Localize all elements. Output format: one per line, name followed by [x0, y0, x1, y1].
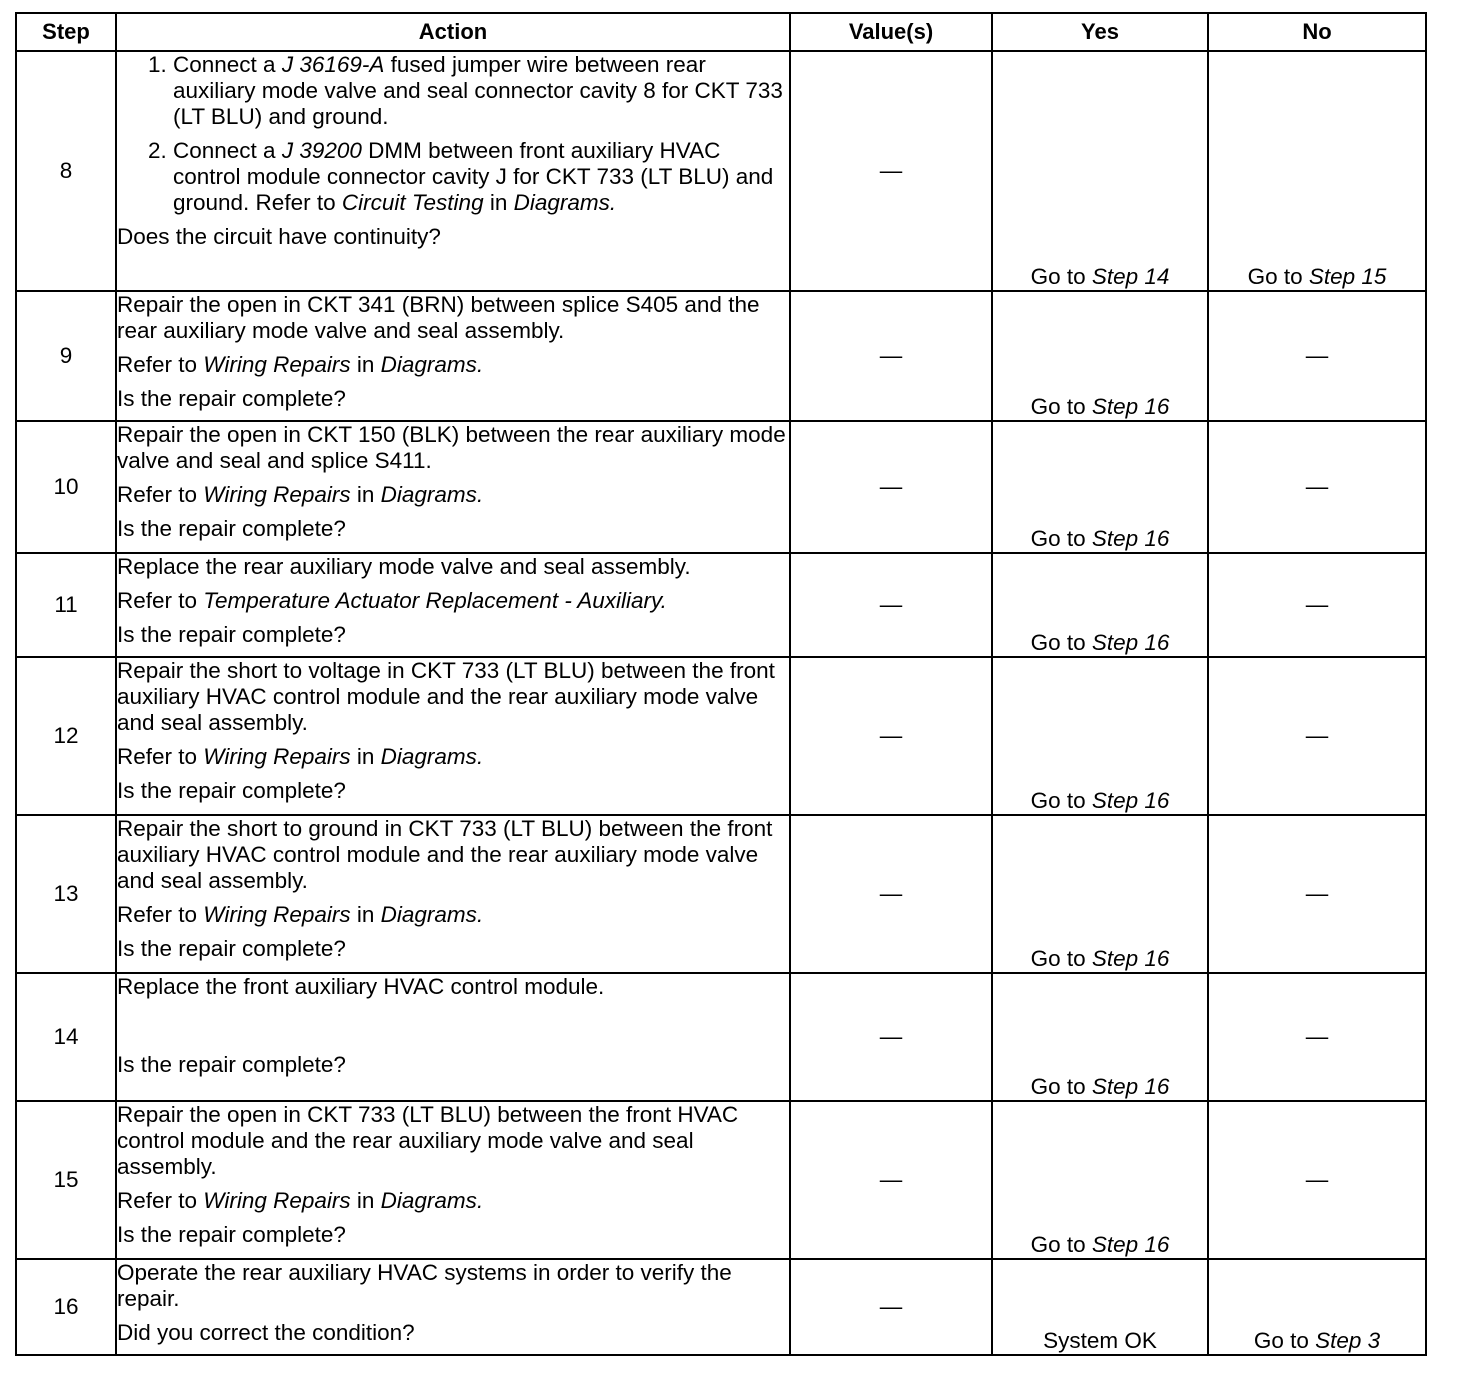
action-text: Replace the rear auxiliary mode valve and seal assembly.	[117, 554, 691, 579]
value-cell: —	[790, 1259, 992, 1355]
header-action: Action	[116, 13, 790, 51]
table-row	[16, 973, 1426, 1101]
yes-step-ref: Step 16	[1091, 1232, 1170, 1257]
yes-step-ref: Step 16	[1091, 1074, 1170, 1099]
action-cell	[116, 815, 790, 973]
action-reference: Refer to Wiring Repairs in Diagrams.	[117, 902, 484, 927]
step-number: 9	[16, 291, 116, 421]
action-text: Repair the open in CKT 733 (LT BLU) between the front HVAC control module and the rear auxiliary mode valve and seal assembly.	[117, 1102, 739, 1179]
tool-name: J 36169-A	[281, 52, 385, 77]
yes-cell: Go to Step 16	[992, 421, 1208, 553]
yes-cell: Go to Step 16	[992, 291, 1208, 421]
yes-cell: System OK	[992, 1259, 1208, 1355]
action-question: Is the repair complete?	[117, 622, 346, 647]
action-question: Is the repair complete?	[117, 936, 346, 961]
value-cell: —	[790, 291, 992, 421]
step-number: 11	[16, 553, 116, 657]
step-number: 10	[16, 421, 116, 553]
header-values: Value(s)	[790, 13, 992, 51]
tool-name: J 39200	[281, 138, 362, 163]
action-reference: Refer to Wiring Repairs in Diagrams.	[117, 744, 484, 769]
step-number: 13	[16, 815, 116, 973]
table-row	[16, 1101, 1426, 1259]
action-text: Replace the front auxiliary HVAC control module.	[117, 974, 605, 999]
action-cell	[116, 51, 790, 291]
table-row	[16, 291, 1426, 421]
table-row	[16, 815, 1426, 973]
no-step-ref: Step 15	[1308, 264, 1387, 289]
no-cell: —	[1208, 1101, 1426, 1259]
table-row	[16, 1259, 1426, 1355]
no-cell: —	[1208, 553, 1426, 657]
diagnostic-table	[15, 12, 1427, 1356]
yes-step-ref: Step 14	[1091, 264, 1170, 289]
value-cell: —	[790, 553, 992, 657]
reference-link: Temperature Actuator Replacement - Auxiliary.	[203, 588, 667, 613]
yes-step-ref: Step 16	[1091, 526, 1170, 551]
action-cell	[116, 553, 790, 657]
action-reference: Refer to Wiring Repairs in Diagrams.	[117, 1188, 484, 1213]
action-cell	[116, 421, 790, 553]
action-question: Did you correct the condition?	[117, 1320, 415, 1345]
action-question: Is the repair complete?	[117, 778, 346, 803]
no-cell: Go to Step 3	[1208, 1259, 1426, 1355]
header-row	[16, 13, 1426, 51]
yes-cell: Go to Step 16	[992, 553, 1208, 657]
no-cell: —	[1208, 815, 1426, 973]
action-cell	[116, 1259, 790, 1355]
action-question: Is the repair complete?	[117, 516, 346, 541]
action-text: Repair the open in CKT 341 (BRN) between splice S405 and the rear auxiliary mode valve and seal assembly.	[117, 292, 760, 343]
value-cell: —	[790, 1101, 992, 1259]
step-number: 14	[16, 973, 116, 1101]
table-row	[16, 51, 1426, 291]
header-yes: Yes	[992, 13, 1208, 51]
action-question: Is the repair complete?	[117, 1052, 346, 1077]
no-cell: —	[1208, 973, 1426, 1101]
header-no: No	[1208, 13, 1426, 51]
yes-cell: Go to Step 16	[992, 657, 1208, 815]
value-cell: —	[790, 421, 992, 553]
value-cell: —	[790, 657, 992, 815]
reference-link: Circuit Testing	[341, 190, 484, 215]
document-name: Diagrams.	[513, 190, 617, 215]
no-cell: —	[1208, 657, 1426, 815]
action-text: Repair the short to voltage in CKT 733 (LT BLU) between the front auxiliary HVAC control module and the rear auxiliary mode valve and seal assembly.	[117, 658, 775, 735]
action-cell	[116, 657, 790, 815]
value-cell: —	[790, 815, 992, 973]
action-reference: Refer to Wiring Repairs in Diagrams.	[117, 482, 484, 507]
table-row	[16, 553, 1426, 657]
action-reference: Refer to Wiring Repairs in Diagrams.	[117, 352, 484, 377]
yes-step-ref: Step 16	[1091, 630, 1170, 655]
no-cell: —	[1208, 421, 1426, 553]
action-cell	[116, 973, 790, 1101]
yes-cell: Go to Step 16	[992, 973, 1208, 1101]
yes-step-ref: Step 16	[1091, 788, 1170, 813]
action-steps-list	[117, 52, 789, 216]
action-reference: Refer to Temperature Actuator Replacement - Auxiliary.	[117, 588, 667, 613]
no-step-ref: Step 3	[1315, 1328, 1381, 1353]
yes-cell: Go to Step 14	[992, 51, 1208, 291]
step-number: 16	[16, 1259, 116, 1355]
yes-step-ref: Step 16	[1091, 394, 1170, 419]
step-number: 8	[16, 51, 116, 291]
action-step-2: 2. Connect a J 39200 DMM between front auxiliary HVAC control module connector cavity J for CKT 733 (LT BLU) and ground. Refer to Circuit Testing in Diagrams.	[173, 138, 789, 216]
step-number: 12	[16, 657, 116, 815]
action-text: Repair the open in CKT 150 (BLK) between the rear auxiliary mode valve and seal and splice S411.	[117, 422, 786, 473]
action-text: Repair the short to ground in CKT 733 (LT BLU) between the front auxiliary HVAC control module and the rear auxiliary mode valve and seal assembly.	[117, 816, 773, 893]
action-question: Is the repair complete?	[117, 386, 346, 411]
yes-cell: Go to Step 16	[992, 1101, 1208, 1259]
action-cell	[116, 291, 790, 421]
value-cell: —	[790, 973, 992, 1101]
step-number: 15	[16, 1101, 116, 1259]
action-cell	[116, 1101, 790, 1259]
action-question: Does the circuit have continuity?	[117, 224, 441, 249]
table-row	[16, 421, 1426, 553]
action-step-1: 1. Connect a J 36169-A fused jumper wire between rear auxiliary mode valve and seal connector cavity 8 for CKT 733 (LT BLU) and ground.	[173, 52, 789, 130]
action-question: Is the repair complete?	[117, 1222, 346, 1247]
yes-cell: Go to Step 16	[992, 815, 1208, 973]
header-step: Step	[16, 13, 116, 51]
action-text: Operate the rear auxiliary HVAC systems in order to verify the repair.	[117, 1260, 732, 1311]
value-cell: —	[790, 51, 992, 291]
yes-step-ref: Step 16	[1091, 946, 1170, 971]
no-cell: —	[1208, 291, 1426, 421]
table-row	[16, 657, 1426, 815]
no-cell: Go to Step 15	[1208, 51, 1426, 291]
